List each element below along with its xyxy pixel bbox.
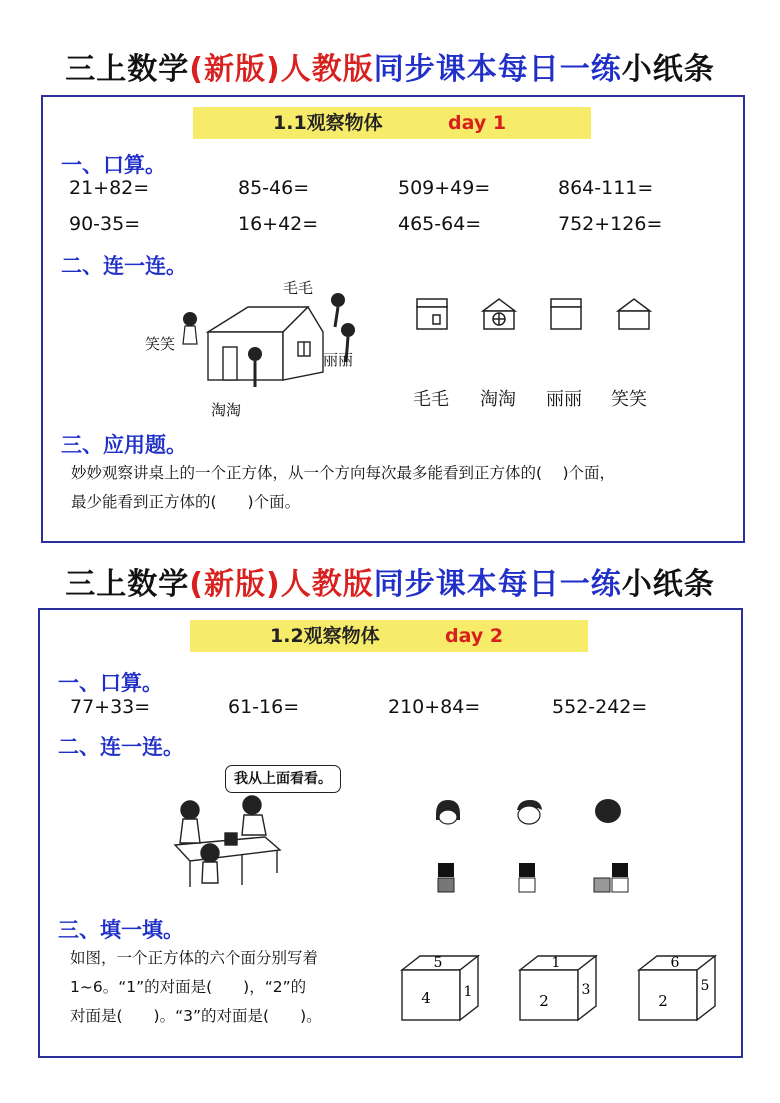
question-text-line2: 最少能看到正方体的( )个面。	[71, 493, 301, 511]
lesson-title: 1.1观察物体	[273, 112, 383, 134]
calc-item: 16+42=	[238, 213, 319, 235]
house-view-gable-icon	[616, 297, 652, 331]
label-taotao: 淘淘	[211, 401, 242, 419]
fill-text-line1: 如图，一个正方体的六个面分别写着	[70, 949, 319, 967]
calc-item: 61-16=	[228, 696, 300, 718]
calc-item: 752+126=	[558, 213, 663, 235]
title-part: 同步课本每日一练	[373, 567, 622, 602]
sheet2-title	[0, 559, 780, 603]
calc-item: 210+84=	[388, 696, 481, 718]
calc-item: 21+82=	[69, 177, 150, 199]
cube-side-number: 5	[700, 978, 710, 994]
title-part: 三上数学	[65, 52, 190, 87]
title-part: 同步课本每日一练	[373, 52, 622, 87]
sheet1-card	[41, 95, 745, 543]
calc-item: 552-242=	[552, 696, 648, 718]
answer-name: 笑笑	[611, 389, 647, 410]
calc-item: 509+49=	[398, 177, 491, 199]
lesson-title: 1.2观察物体	[270, 625, 380, 647]
kid-head-boy-icon	[513, 798, 545, 826]
house-view-plain-icon	[549, 297, 583, 331]
calc-item: 77+33=	[70, 696, 151, 718]
cube-front-number: 2	[539, 992, 549, 1010]
numbered-cube-3	[637, 950, 719, 1022]
house-view-door-icon	[415, 297, 449, 331]
cube-view-side-icon	[593, 862, 629, 894]
title-part: 小纸条	[621, 567, 715, 602]
section-match: 二、连一连。	[58, 735, 184, 759]
question-text-line1: 妙妙观察讲桌上的一个正方体，从一个方向每次最多能看到正方体的( )个面，	[71, 464, 616, 482]
title-part: 小纸条	[621, 52, 715, 87]
cube-side-number: 3	[581, 982, 591, 998]
cube-top-number: 6	[670, 955, 680, 971]
section-mental-math: 一、口算。	[61, 153, 166, 177]
cube-view-top-icon	[437, 862, 455, 894]
section-application: 三、应用题。	[61, 433, 187, 457]
title-part: 三上数学	[65, 567, 190, 602]
label-lili: 丽丽	[323, 351, 354, 369]
kid-head-back-icon	[592, 796, 624, 826]
sheet1-title	[0, 44, 780, 88]
calc-item: 864-111=	[558, 177, 654, 199]
calc-item: 85-46=	[238, 177, 310, 199]
numbered-cube-2	[518, 950, 600, 1022]
day-label: day 2	[445, 625, 504, 647]
cube-top-number: 5	[433, 955, 443, 971]
kid-head-girl-icon	[433, 798, 463, 826]
label-maomao: 毛毛	[283, 279, 314, 297]
label-xiaoxiao: 笑笑	[145, 335, 176, 353]
answer-name: 淘淘	[480, 389, 516, 410]
day-label: day 1	[448, 112, 507, 134]
title-part: 人教版	[280, 52, 374, 87]
lesson-banner	[193, 107, 591, 139]
cube-top-number: 1	[551, 955, 561, 971]
section-mental-math: 一、口算。	[58, 671, 163, 695]
speech-bubble: 我从上面看看。	[225, 765, 341, 793]
cube-front-number: 4	[421, 989, 431, 1007]
calc-item: 465-64=	[398, 213, 482, 235]
section-fill-in: 三、填一填。	[58, 918, 184, 942]
section-match: 二、连一连。	[61, 254, 187, 278]
lesson-banner	[190, 620, 588, 652]
answer-name: 丽丽	[546, 389, 582, 410]
cube-side-number: 1	[463, 984, 473, 1000]
title-part: 人教版	[280, 567, 374, 602]
house-view-window-icon	[481, 297, 517, 331]
numbered-cube-1	[400, 950, 482, 1022]
calc-item: 90-35=	[69, 213, 141, 235]
answer-name: 毛毛	[413, 389, 449, 410]
fill-text-line3: 对面是( )。“3”的对面是( )。	[70, 1007, 322, 1025]
title-part: (新版)	[189, 567, 281, 602]
house-scene-illustration	[163, 292, 363, 402]
sheet2-card	[38, 608, 743, 1058]
table-scene-illustration	[170, 795, 285, 895]
cube-view-front-icon	[518, 862, 536, 894]
cube-front-number: 2	[658, 992, 668, 1010]
fill-text-line2: 1~6。“1”的对面是( )，“2”的	[70, 978, 307, 996]
title-part: (新版)	[189, 52, 281, 87]
